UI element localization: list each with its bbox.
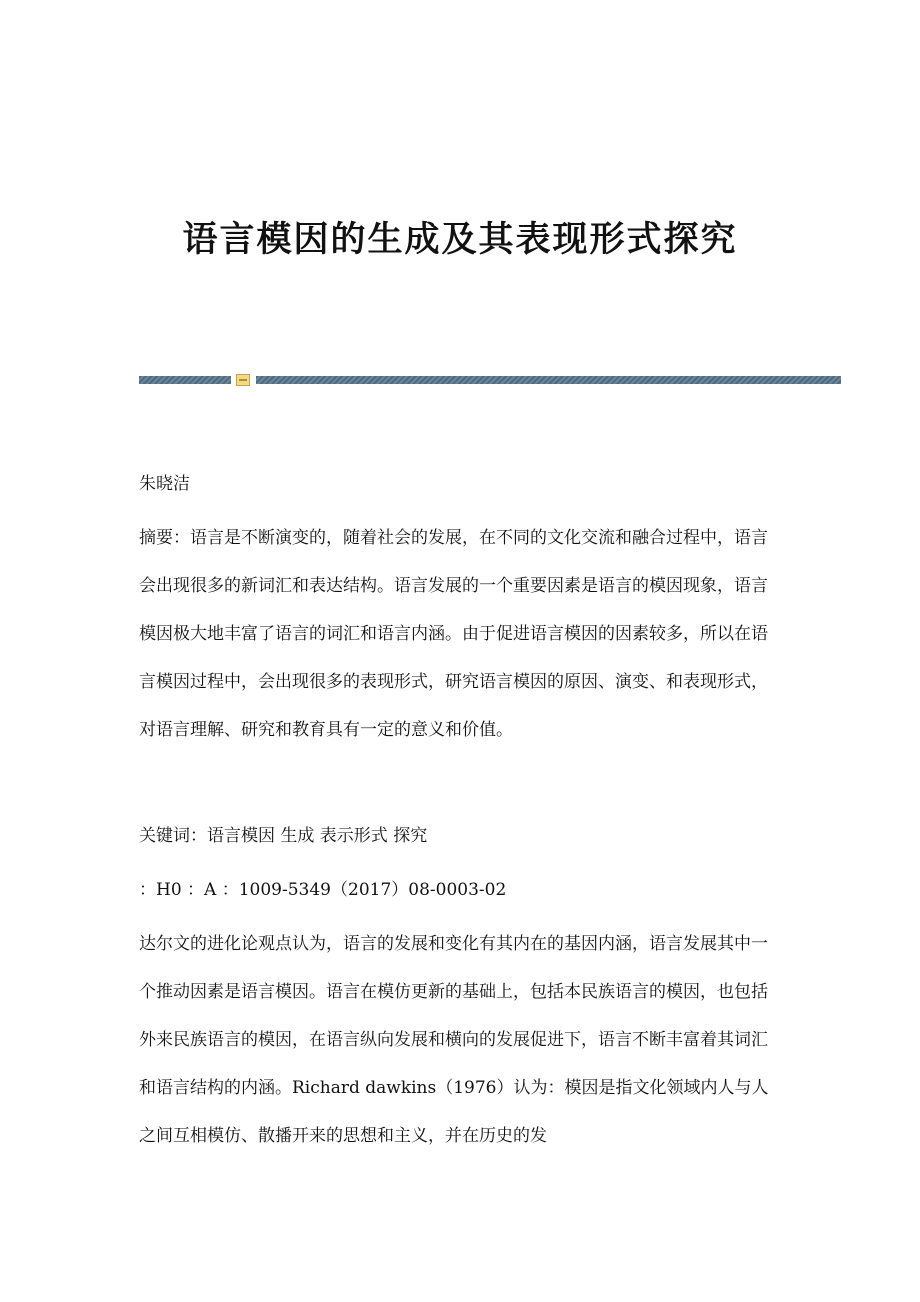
divider-bar-right bbox=[256, 376, 841, 384]
divider-emblem-icon bbox=[236, 374, 250, 386]
author-name: 朱晓洁 bbox=[139, 474, 190, 494]
classification-line: ：H0 ：A ：1009-5349（2017）08-0003-02 bbox=[139, 880, 507, 900]
title-divider bbox=[139, 374, 841, 386]
keywords-line: 关键词：语言模因 生成 表示形式 探究 bbox=[139, 826, 428, 846]
body-paragraph: 达尔文的进化论观点认为，语言的发展和变化有其内在的基因内涵，语言发展其中一个推动因素是语言模因。语言在模仿更新的基础上，包括本民族语言的模因，也包括外来民族语言的模因，在语言纵向发展和横向的发展促进下，语言不断丰富着其词汇和语言结构的内涵。Richard dawkins（1976）认为：模因是指文化领域内人与人之间互相模仿、散播开来的思想和主义，并在历史的发 bbox=[139, 934, 769, 1146]
divider-bar-left bbox=[139, 376, 231, 384]
document-title: 语言模因的生成及其表现形式探究 bbox=[182, 219, 738, 260]
abstract-paragraph: 摘要：语言是不断演变的，随着社会的发展，在不同的文化交流和融合过程中，语言会出现很多的新词汇和表达结构。语言发展的一个重要因素是语言的模因现象，语言模因极大地丰富了语言的词汇和语言内涵。由于促进语言模因的因素较多，所以在语言模因过程中，会出现很多的表现形式，研究语言模因的原因、演变、和表现形式，对语言理解、研究和教育具有一定的意义和价值。 bbox=[139, 528, 768, 740]
